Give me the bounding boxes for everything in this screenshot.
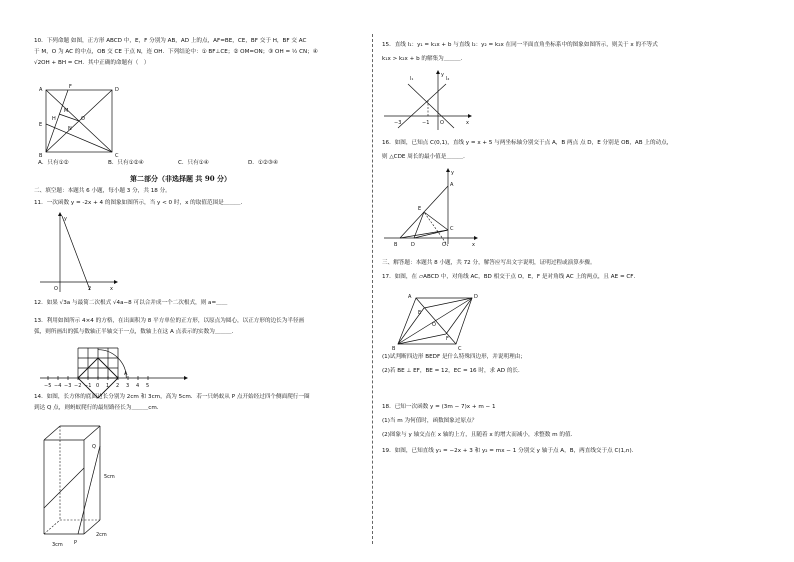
q18-text: 18．已知一次函数 y = (3m − 7)x + m − 1 xyxy=(382,404,496,410)
q13-tick-label: −4 xyxy=(54,383,62,389)
q14-label-width: 3cm xyxy=(52,542,63,548)
q18-sub2: (2)图象与 y 轴交点在 x 轴的上方，且随着 x 的增大而减小，求整数 m 的值． xyxy=(382,432,577,438)
q13-tick-label: −1 xyxy=(84,383,92,389)
q13-line2: 弧，则所画出的弧与数轴正半轴交于一点，数轴上在这 A 点表示的实数为＿＿＿． xyxy=(34,329,238,335)
q14-label-q: Q xyxy=(92,444,96,450)
q10-label-h: H xyxy=(52,116,56,122)
q15-tick-neg3: −3 xyxy=(394,120,402,126)
q16-label-c: C xyxy=(450,226,454,232)
q13-tick-label: 5 xyxy=(146,383,150,389)
q16-label-a: A xyxy=(450,182,454,188)
q10-label-d: D xyxy=(115,87,119,93)
q16-origin: O xyxy=(442,242,446,248)
q10-label-n: N xyxy=(68,126,72,132)
q14-line2: 到达 Q 点，则蚂蚁爬行的最短路径长为＿＿＿cm． xyxy=(34,405,163,411)
q15-axis-x: x xyxy=(466,120,469,126)
q10-line3: √2OH + BH = CH．其中正确的命题有（ ） xyxy=(34,60,150,66)
q13-number-line-figure xyxy=(38,340,188,392)
q16-axis-x: x xyxy=(472,242,475,248)
q10-label-a: A xyxy=(39,87,43,93)
q17-label-f: F xyxy=(446,336,449,342)
q13-line1: 13．利用如图所示 4×4 的方格，在出面积为 8 平方单位的正方形，以原点为圆心，以正方形的边长为半径画 xyxy=(34,318,305,324)
q11-origin: O xyxy=(54,286,58,292)
q10-label-f: F xyxy=(69,84,72,90)
q12-text: 12．如果 √3a 与最简二次根式 √4a−8 可以合并成一个二次根式，则 a=＿＿ xyxy=(34,300,228,306)
q11-text: 11．一次函数 y = -2x + 4 的图象如图所示，当 y < 0 时，x 的取值范围是＿＿＿． xyxy=(34,200,247,206)
q11-line-graph xyxy=(38,212,118,294)
section3-title: 三、解答题：本题共 8 小题，共 72 分，解答应写出文字说明，证明过程或演算步骤。 xyxy=(382,260,596,266)
q13-tick-label: −3 xyxy=(64,383,72,389)
q15-line1: 15．直线 l₁：y₁ = k₁x + b 与直线 l₂：y₂ = k₂x 在同一平面直角坐标系中的图象如图所示，则关于 x 的不等式 xyxy=(382,42,658,48)
q10-option-d: D．①②③④ xyxy=(248,160,278,166)
q13-tick-label: 3 xyxy=(126,383,130,389)
q13-tick-label: −2 xyxy=(74,383,82,389)
q10-line1: 10．下列命题 如图，正方形 ABCD 中，E，F 分别为 AB，AD 上的点，AF=BE，CE，BF 交于 H，BF 交 AC xyxy=(34,38,307,44)
q13-tick-label: 2 xyxy=(116,383,120,389)
q16-label-e: E xyxy=(418,206,422,212)
q15-lines-graph xyxy=(384,70,474,132)
q10-option-c: C．只有①④ xyxy=(178,160,209,166)
q14-line1: 14．如图，长方体的底面边长分别为 2cm 和 3cm，高为 5cm．若一只蚂蚁从 P 点开始经过四个侧面爬行一圈 xyxy=(34,394,310,400)
q16-label-b: B xyxy=(394,242,398,248)
q10-label-o: O xyxy=(81,116,85,122)
q10-label-m: M xyxy=(64,108,69,114)
q15-axis-y: y xyxy=(441,72,444,78)
q15-tick-neg1: −1 xyxy=(422,120,430,126)
q10-line2: 于 M，O 为 AC 的中点，OB 交 CE 于点 N，连 OH．下列结论中：① BF⊥CE；② OM=ON；③ OH = ½ CN；④ xyxy=(34,49,318,55)
q11-x-intercept: 2 xyxy=(88,286,92,292)
q16-line1: 16．如图，已知点 C(0,1)，直线 y = x + 5 与两坐标轴分别交于点 A，B 两点 点 D，E 分别是 OB，AB 上的动点， xyxy=(382,140,673,146)
q14-label-depth: 2cm xyxy=(96,532,107,538)
q17-text: 17．如图，在 ▱ABCD 中，对角线 AC，BD 相交于点 O，E，F 是对角线 AC 上的两点，且 AE = CF． xyxy=(382,274,640,280)
q13-label-a: A xyxy=(124,371,128,377)
q13-tick-label: 1 xyxy=(106,383,110,389)
q15-line2: k₁x > k₂x + b 的解集为＿＿＿． xyxy=(382,56,467,62)
q16-label-d: D xyxy=(411,242,415,248)
q15-label-l2: l₂ xyxy=(446,76,450,82)
q13-tick-label: 0 xyxy=(96,383,100,389)
q14-cuboid-figure xyxy=(38,418,138,548)
q14-label-p: P xyxy=(74,540,78,546)
q16-line2: 则 △CDE 周长的最小值是＿＿＿． xyxy=(382,154,469,160)
q18-sub1: (1)当 m 为何值时，函数图象过原点？ xyxy=(382,418,478,424)
q17-sub2: (2)若 BE ⊥ EF，BE = 12，EC = 16 时，求 AD 的长． xyxy=(382,368,524,374)
q14-label-height: 5cm xyxy=(104,474,115,480)
q10-label-e: E xyxy=(39,122,43,128)
q10-square-figure xyxy=(38,84,148,158)
q17-label-c: C xyxy=(458,346,462,352)
q17-label-e: E xyxy=(418,310,422,316)
q17-label-b: B xyxy=(392,346,396,352)
q10-option-a: A．只有①② xyxy=(38,160,69,166)
q17-label-o: O xyxy=(432,322,436,328)
q10-label-c: C xyxy=(115,153,119,159)
q10-label-b: B xyxy=(39,153,43,159)
q10-option-b: B．只有①②④ xyxy=(108,160,144,166)
q16-axis-y: y xyxy=(451,170,454,176)
q17-label-a: A xyxy=(408,294,412,300)
q13-tick-label: 4 xyxy=(136,383,140,389)
q15-label-l1: l₁ xyxy=(410,76,414,82)
q11-axis-x: x xyxy=(110,286,113,292)
column-divider xyxy=(372,34,373,544)
q15-origin: O xyxy=(440,120,444,126)
part2-title: 第二部分（非选择题 共 90 分） xyxy=(130,174,232,183)
q11-axis-y: y xyxy=(64,216,67,222)
q17-sub1: (1)试判断四边形 BEDF 是什么特殊四边形，并说明理由； xyxy=(382,354,526,360)
q17-label-d: D xyxy=(474,294,478,300)
section2-title: 二、填空题：本题共 6 小题，每小题 3 分，共 18 分。 xyxy=(34,188,171,194)
q19-text: 19．如图，已知直线 y₁ = −2x + 3 和 y₂ = mx − 1 分别交 y 轴于点 A，B，两直线交于点 C(1,n)． xyxy=(382,448,638,454)
q16-triangle-graph xyxy=(384,168,484,248)
q13-tick-label: −5 xyxy=(44,383,52,389)
q17-parallelogram-figure xyxy=(392,292,492,352)
